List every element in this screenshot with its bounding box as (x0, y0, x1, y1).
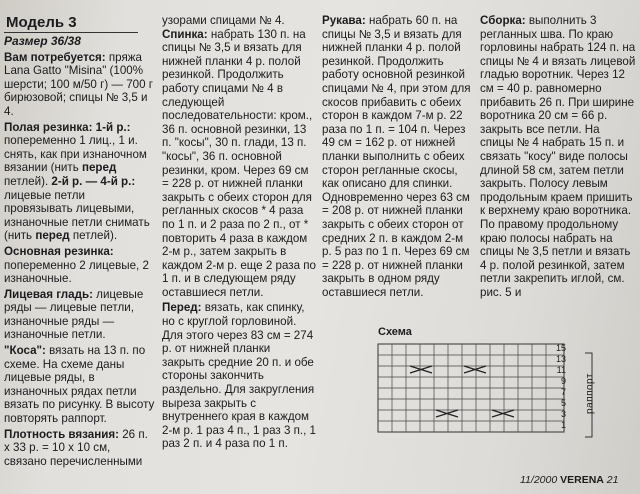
row-number: 5 (560, 398, 566, 408)
cable-chart (374, 340, 564, 440)
rib-text-1: попеременно 1 лиц., 1 и. снять, как при изнаночном вязании (нить (4, 134, 147, 175)
sleeves-text: набрать 60 п. на спицы № 3,5 и вязать для нижней планки 4 р. полой резинкой. Продолжить работу основной резинкой спицами № 4, при этом для скосов прибавить с обеих сторон в каждом 7-м р. 22 раза по 1 п. = 104 п. Через 49 см = 162 р. от нижней планки выполнить с обеих сторон регланные скосы, как описано для спинки. Одновременно через 63 см = 208 р. от нижней планки закрыть с обеих сторон от средних 2 п. в каждом 2-м р. 5 раз по 1 п. Через 69 см = 228 р. от нижней планки закрыть в одном ряду оставшиеся петли. (322, 14, 471, 299)
stockinette-paragraph (4, 288, 156, 342)
rib-text-3: лицевые петли провязывать лицевыми, изнаночные петли снимать (нить (4, 188, 150, 243)
rib-text-4: петлей). (69, 229, 118, 243)
rib-before-2: перед (35, 229, 70, 243)
row-number: 11 (556, 365, 566, 375)
sleeves-heading: Рукава: (322, 14, 366, 27)
assembly-text: выполнить 3 регланных шва. По краю горловины набрать 124 п. на спицы № 4 и вязать лицевой гладью воротник. Через 12 см = 40 р. равномерно прибавить 26 п. При ширине воротника 20 см = 66 р. закрыть все петли. На спицы № 4 набрать 15 п. и связать "косу" виде полосы длиной 58 см, затем петли закрыть. Полосу левым продольным краем пришить к верхнему краю воротника. По правому продольному краю полосы набрать на спицы № 3,5 петли и вязать 4 р. полой резинкой, затем петли закрепить иглой, см. рис. 5 и (480, 14, 636, 299)
rib-heading: Полая резинка: 1-й р.: (4, 120, 131, 134)
column-4 (480, 0, 636, 299)
row-number: 13 (555, 354, 566, 364)
gauge-text: 26 п. х 33 р. = 10 х 10 см, связано перечисленными (4, 427, 148, 468)
cable-cross-2 (464, 366, 486, 373)
rib-paragraph (4, 121, 156, 243)
cable-text: вязать на 13 п. по схеме. На схеме даны лицевые ряды, в изнаночных рядах петли вязать по рисунку. В высоту повторять раппорт. (4, 344, 155, 426)
materials-heading: Вам потребуется: (4, 50, 106, 64)
cable-cross-1 (410, 366, 432, 373)
rib-text-2: петлей). (4, 174, 52, 188)
column-3 (322, 0, 474, 299)
row-numbers (556, 343, 566, 430)
chart-grid (378, 344, 564, 432)
back-text: набрать 130 п. на спицы № 3,5 и вязать для нижней планки 4 р. полой резинкой. Продолжить работу спицами № 4 в следующей последовательности: кром., 36 п. основной резинки, 13 п. "косы", 30 п. глади, 13 п. "косы", 36 п. основной резинки, кром. Через 69 см = 228 р. от нижней планки закрыть с обеих сторон для регланных скосов * 4 раза по 1 п. и 2 раза по 2 п., от * повторить 4 раза в каждом 2-м р., затем закрыть в каждом 2-м р. еще 2 раза по 1 п. и в следующем ряду оставшиеся петли. (162, 27, 316, 299)
gauge-continuation: узорами спицами № 4. (162, 14, 285, 27)
rib-before-1: перед (81, 161, 117, 175)
row-number: 15 (555, 343, 566, 353)
column-2 (162, 0, 316, 451)
page-title: Модель 3 (4, 0, 138, 33)
front-text: вязать, как спинку, но с круглой горловиной. Для этого через 83 см = 274 р. от нижней планки закрыть средние 20 п. и обе стороны закончить раздельно. Для закругления выреза закрыть с внутреннего края в каждом 2-м р. 1 раз 4 п., 1 раз 3 п., 1 раз 2 п. и 4 раза по 1 п. (162, 301, 317, 451)
page-footer (520, 474, 618, 486)
page-number: 21 (606, 474, 619, 486)
main-rib-text: попеременно 2 лицевые, 2 изнаночные. (4, 258, 149, 286)
stockinette-text: лицевые ряды — лицевые петли, изнаночные ряды — изнаночные петли. (4, 287, 144, 342)
main-rib-heading: Основная резинка: (4, 244, 114, 258)
back-heading: Спинка: (162, 27, 208, 41)
cable-heading: "Коса": (4, 344, 46, 358)
rib-rows-heading: 2-й р. — 4-й р.: (51, 174, 136, 188)
gauge-heading: Плотность вязания: (4, 427, 119, 441)
sleeves-paragraph (322, 0, 474, 299)
stockinette-heading: Лицевая гладь: (4, 287, 93, 301)
cable-paragraph (4, 344, 156, 426)
row-number: 7 (560, 387, 566, 397)
assembly-paragraph (480, 0, 636, 299)
front-heading: Перед: (162, 301, 202, 315)
size-label: Размер 36/38 (4, 34, 81, 48)
assembly-heading: Сборка: (480, 14, 526, 27)
row-number: 1 (560, 420, 566, 430)
front-paragraph (162, 301, 316, 451)
materials-text: пряжа Lana Gatto "Misina" (100% шерсти; 100 м/50 г) — 700 г бирюзовой; спицы № 3,5 и 4. (4, 50, 154, 118)
main-rib-paragraph (4, 245, 156, 286)
rapport-bracket (583, 352, 597, 438)
issue-number: 11/2000 (520, 474, 558, 486)
magazine-name: VERENA (560, 474, 604, 486)
cable-cross-4 (492, 410, 514, 417)
row-number: 3 (560, 409, 566, 419)
back-paragraph (162, 28, 316, 300)
rapport-label: раппорт (584, 373, 596, 414)
gauge-paragraph (4, 428, 156, 469)
materials-paragraph (4, 51, 156, 119)
scheme-title: Схема (378, 326, 412, 338)
column-1 (4, 0, 156, 468)
cable-cross-3 (436, 410, 458, 417)
row-number: 9 (560, 376, 566, 386)
